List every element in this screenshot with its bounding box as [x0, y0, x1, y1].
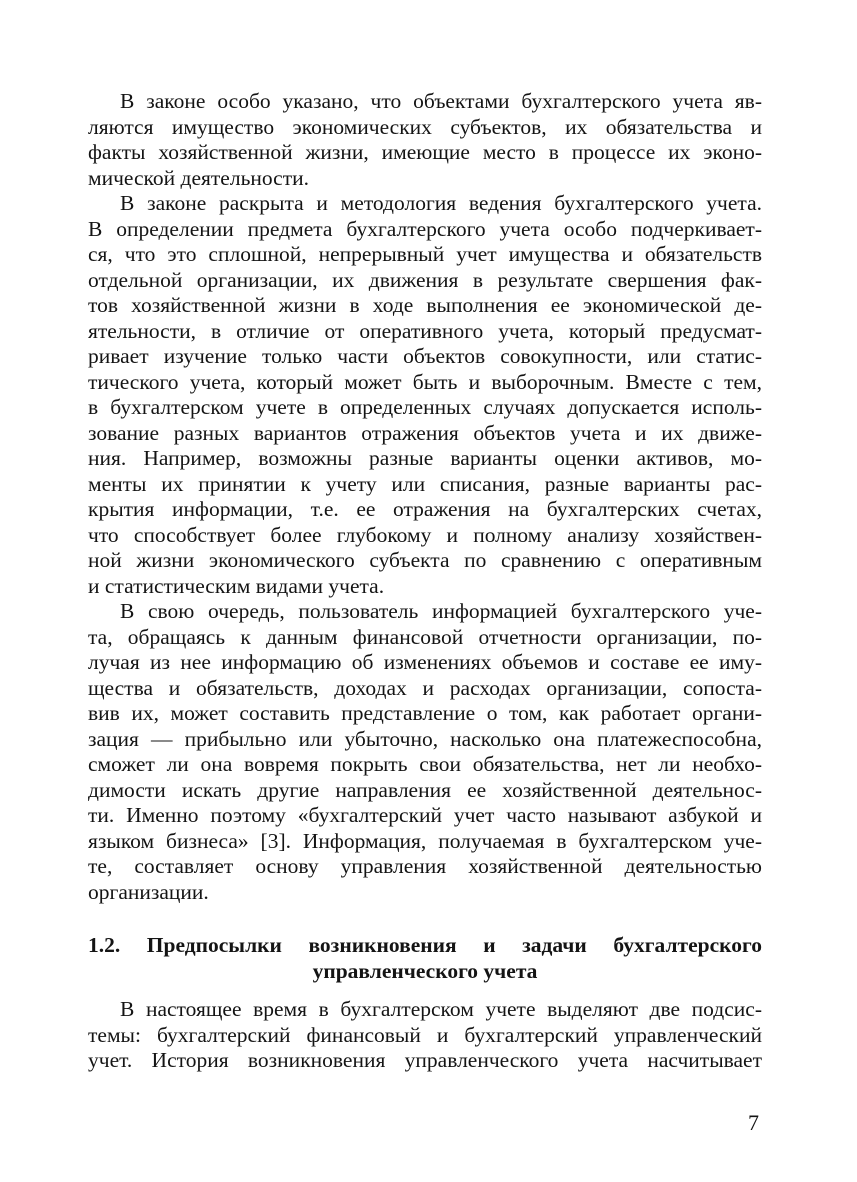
text-line: темы: бухгалтерский финансовый и бухгалтерский управленческий: [88, 1022, 762, 1047]
text-line: зация — прибыльно или убыточно, насколько она платежеспособна,: [88, 726, 762, 751]
text-line: организации.: [88, 879, 209, 904]
section-heading-line: 1.2. Предпосылки возникновения и задачи бухгалтерского: [88, 933, 762, 957]
text-line: учет. История возникновения управленческого учета насчитывает: [88, 1048, 762, 1072]
text-line: факты хозяйственной жизни, имеющие место в процессе их эконо-: [88, 140, 762, 164]
text-line: ти. Именно поэтому «бухгалтерский учет часто называют азбукой и: [88, 803, 762, 827]
text-line: языком бизнеса» [3]. Информация, получаемая в бухгалтерском уче-: [88, 828, 762, 853]
text-line: вив их, может составить представление о том, как работает органи-: [88, 701, 762, 725]
text-line: В настоящее время в бухгалтерском учете выделяют две подсис-: [120, 997, 762, 1021]
text-line: те, составляет основу управления хозяйственной деятельностью: [88, 854, 762, 878]
text-line: ся, что это сплошной, непрерывный учет имущества и обязательств: [88, 242, 762, 266]
text-line: димости искать другие направления ее хозяйственной деятельнос-: [88, 777, 762, 802]
text-line: в бухгалтерском учете в определенных случаях допускается исполь-: [88, 395, 762, 419]
text-line: крытия информации, т.е. ее отражения на бухгалтерских счетах,: [88, 497, 762, 521]
text-line: сможет ли она вовремя покрыть свои обязательства, нет ли необхо-: [88, 752, 762, 776]
text-line: мической деятельности.: [88, 165, 309, 190]
text-line: В свою очередь, пользователь информацией бухгалтерского уче-: [120, 599, 762, 623]
paragraph: [88, 89, 762, 191]
text-line: лучая из нее информацию об изменениях объемов и составе ее иму-: [88, 650, 762, 674]
text-line: отдельной организации, их движения в результате свершения фак-: [88, 267, 762, 292]
section-heading: [88, 932, 762, 984]
text-line: та, обращаясь к данным финансовой отчетности организации, по-: [88, 624, 762, 649]
body-text: [88, 89, 762, 905]
text-line: ной жизни экономического субъекта по сравнению с оперативным: [88, 548, 762, 572]
text-line: ятельности, в отличие от оперативного учета, который предусмат-: [88, 318, 762, 343]
text-line: В определении предмета бухгалтерского учета особо подчеркивает-: [88, 216, 762, 241]
text-line: щества и обязательств, доходах и расходах организации, сопоста-: [88, 675, 762, 700]
text-line: ляются имущество экономических субъектов, их обязательства и: [88, 114, 762, 139]
text-line: что способствует более глубокому и полному анализу хозяйствен-: [88, 522, 762, 547]
text-line: В законе раскрыта и методология ведения бухгалтерского учета.: [120, 191, 762, 215]
text-line: тического учета, который может быть и выборочным. Вместе с тем,: [88, 369, 762, 394]
text-line: В законе особо указано, что объектами бухгалтерского учета яв-: [120, 89, 762, 113]
section-heading-line: управленческого учета: [312, 959, 538, 983]
text-line: и статистическим видами учета.: [88, 573, 385, 598]
text-line: ния. Например, возможны разные варианты оценки активов, мо-: [88, 446, 762, 470]
page-number: 7: [748, 1110, 759, 1135]
text-line: ривает изучение только части объектов совокупности, или статис-: [88, 344, 762, 368]
paragraph: [88, 191, 762, 599]
section-paragraph: [88, 997, 762, 1074]
text-line: тов хозяйственной жизни в ходе выполнения ее экономической де-: [88, 293, 762, 317]
paragraph: [88, 599, 762, 905]
text-line: менты их принятии к учету или списания, разные варианты рас-: [88, 471, 762, 496]
text-line: зование разных вариантов отражения объектов учета и их движе-: [88, 420, 762, 445]
